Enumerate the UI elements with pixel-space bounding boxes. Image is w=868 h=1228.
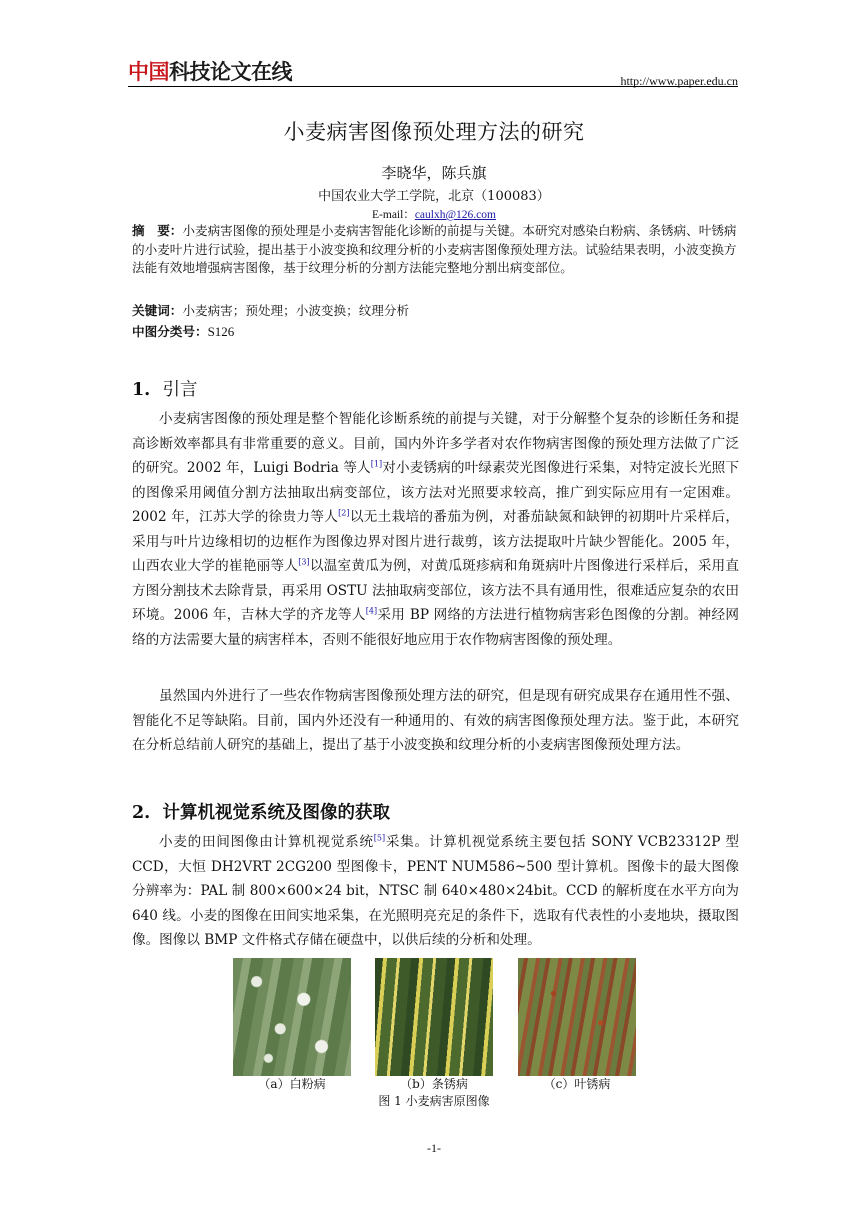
header-divider <box>128 86 738 87</box>
classification-number <box>132 323 738 341</box>
citation-4[interactable]: [4] <box>365 606 378 616</box>
section-heading-1: 1. 引言 <box>132 380 198 400</box>
citation-3[interactable]: [3] <box>298 557 310 567</box>
section2-paragraph-1: 小麦的田间图像由计算机视觉系统[5]采集。计算机视觉系统主要包括 SONY VCB23312P 型 CCD，大恒 DH2VRT 2CG200 型图像卡，PENT NUM586~500 型计算机。图像卡的最大图像分辨率为：PAL 制 800×600×24 bit，NTSC 制 640×480×24bit。CCD 的解析度在水平方向为 640 线。小麦的图像在田间实地采集，在光照明亮充足的条件下，选取有代表性的小麦地块，摄取图像。图像以 BMP 文件格式存储在硬盘中，以供后续的分析和处理。 <box>132 833 739 948</box>
abstract-text: 小麦病害图像的预处理是小麦病害智能化诊断的前提与关键。本研究对感染白粉病、条锈病、叶锈病的小麦叶片进行试验，提出基于小波变换和纹理分析的小麦病害图像预处理方法。试验结果表明，小波变换方法能有效地增强病害图像，基于纹理分析的分割方法能完整地分割出病变部位。 <box>132 223 737 275</box>
keywords <box>132 302 738 320</box>
figure-powdery-mildew-image <box>233 958 351 1076</box>
figure-stripe-rust-image <box>375 958 493 1076</box>
paper-affiliation: 中国农业大学工学院，北京（100083） <box>318 189 550 204</box>
site-url[interactable]: http://www.paper.edu.cn <box>620 74 738 88</box>
keywords-label: 关键词： <box>132 303 183 318</box>
figure-caption-c: （c）叶锈病 <box>543 1077 611 1091</box>
keywords-text: 小麦病害；预处理；小波变换；纹理分析 <box>182 303 410 318</box>
section1-paragraph-2: 虽然国内外进行了一些农作物病害图像预处理方法的研究，但是现有研究成果存在通用性不强、智能化不足等缺陷。目前，国内外还没有一种通用的、有效的病害图像预处理方法。鉴于此，本研究在分析总结前人研究的基础上，提出了基于小波变换和纹理分析的小麦病害图像预处理方法。 <box>132 688 739 753</box>
page-number: -1- <box>427 1141 441 1155</box>
figure-caption-a: （a）白粉病 <box>258 1077 326 1091</box>
site-logo: 中国科技论文在线 <box>128 60 292 84</box>
citation-5[interactable]: [5] <box>373 833 386 843</box>
citation-2[interactable]: [2] <box>338 508 350 518</box>
section1-paragraph-1: 小麦病害图像的预处理是整个智能化诊断系统的前提与关键，对于分解整个复杂的诊断任务和提高诊断效率都具有非常重要的意义。目前，国内外许多学者对农作物病害图像的预处理方法做了广泛的研究。2002 年，Luigi Bodria 等人[1]对小麦锈病的叶绿素荧光图像进行采集，对特定波长光照下的图像采用阈值分割方法抽取出病变部位，该方法对光照要求较高，推广到实际应用有一定困难。2002 年，江苏大学的徐贵力等人[2]以无土栽培的番茄为例，对番茄缺氮和缺钾的初期叶片采样后，采用与叶片边缘相切的边框作为图像边界对图片进行裁剪，该方法提取叶片缺少智能化。2005 年，山西农业大学的崔艳丽等人[3]以温室黄瓜为例，对黄瓜斑疹病和角斑病叶片图像进行采样后，采用直方图分割技术去除背景，再采用 OSTU 法抽取病变部位，该方法不具有通用性，很难适应复杂的农田环境。2006 年，吉林大学的齐龙等人[4]采用 BP 网络的方法进行植物病害彩色图像的分割。神经网络的方法需要大量的病害样本，否则不能很好地应用于农作物病害图像的预处理。 <box>132 411 740 648</box>
figure-leaf-rust-image <box>518 958 636 1076</box>
figure-caption-b: （b）条锈病 <box>400 1077 468 1091</box>
citation-1[interactable]: [1] <box>370 459 383 469</box>
abstract-label: 摘 要： <box>132 223 183 238</box>
paper-email: E-mail：caulxh@126.com <box>372 209 496 221</box>
section-heading-2: 2. 计算机视觉系统及图像的获取 <box>132 803 390 823</box>
paper-title: 小麦病害图像预处理方法的研究 <box>283 120 585 144</box>
paper-authors: 李晓华，陈兵旗 <box>381 164 487 182</box>
figure-title: 图 1 小麦病害原图像 <box>378 1094 490 1108</box>
email-link[interactable]: caulxh@126.com <box>414 209 496 221</box>
clc-value: S126 <box>207 324 235 339</box>
clc-label: 中图分类号： <box>132 324 208 339</box>
abstract <box>132 222 738 278</box>
